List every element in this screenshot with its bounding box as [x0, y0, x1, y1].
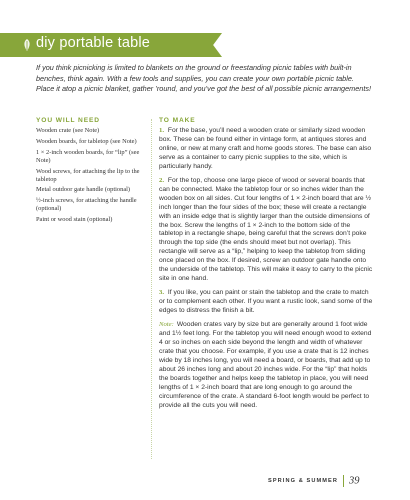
footer-divider	[343, 475, 344, 487]
you-will-need-heading: YOU WILL NEED	[36, 117, 100, 124]
leaf-icon	[22, 38, 32, 52]
column-divider	[151, 119, 152, 459]
footer-section-name: SPRING & SUMMER	[268, 477, 338, 484]
supply-item: Wooden crate (see Note)	[36, 127, 100, 134]
step-text: For the base, you’ll need a wooden crate or similarly sized wooden box. These can be found either in vintage form, at antiques stores and online, or new at many craft and home goods stores. The base can also serve as a container to carry picnic supplies to the site, which is particularly handy.	[159, 127, 372, 170]
page-title: diy portable table	[36, 35, 151, 51]
step-1	[159, 127, 375, 172]
supply-item: Metal outdoor gate handle (optional)	[36, 186, 131, 194]
step-text: For the top, choose one large piece of wood or several boards that can be connected. Make the tabletop four or so inches wider than the wooden box on all sides. Cut four lengths of 1 × 2-inch board that are ½ inch longer than the four sides of the box; these will create a rectangle with an inside edge that is slightly larger than the outside dimensions of the box. Screw the lengths of 1 × 2-inch to the bottom side of the tabletop in a rectangle shape, being careful that the screws don’t poke through the top side (the ends should meet but not overlap). This rectangle will serve as a “lip,” helping to keep the tabletop from sliding once placed on the box. If desired, screw an outdoor gate handle onto the underside of the tabletop. This will make it easy to carry to the picnic site in one hand.	[159, 176, 373, 283]
note-paragraph	[159, 321, 375, 411]
step-number: 3.	[159, 289, 165, 297]
page-number: 39	[348, 475, 360, 487]
step-3	[159, 289, 375, 316]
intro-paragraph: If you think picnicking is limited to blankets on the ground or freestanding picnic tables with built-in benches, think again. With a few tools and supplies, you can create your own portable picnic table. Place it atop a picnic blanket, gather ’round, and you’ve got the best of all possible picnic arrangements!	[36, 63, 372, 94]
supply-item: Wooden boards, for tabletop (see Note)	[36, 137, 137, 145]
to-make-heading: TO MAKE	[159, 117, 196, 124]
supplies-list	[36, 127, 146, 224]
to-make-section	[159, 117, 375, 416]
step-number: 1.	[159, 127, 165, 134]
you-will-need-section	[36, 117, 146, 227]
supply-item: 1 × 2-inch wooden boards, for “lip” (see Note)	[36, 148, 140, 164]
step-text: If you like, you can paint or stain the tabletop and the crate to match or to complement each other. If you want a rustic look, sand some of the edges to distress the finish a bit.	[159, 289, 373, 315]
note-text: Wooden crates vary by size but are generally around 1 foot wide and 1½ feet long. For the tabletop you will need enough wood to extend 4 or so inches on each side beyond the length and width of whatever crate that you choose. For example, if you use a crate that is 12 inches wide by 18 inches long, you will need a board, or boards, that add up to about 26 inches long and about 20 inches wide. For the “lip” that holds the boards together and helps keep the tabletop in place, you will need lengths of 1 × 2-inch board that are long enough to go around the circumference of the crate. A standard 6-foot length would be perfect to provide all the cuts you will need.	[159, 321, 372, 409]
page-footer	[268, 472, 359, 490]
step-number: 2.	[159, 176, 165, 184]
supply-item: Wood screws, for attaching the lip to the tabletop	[36, 167, 140, 183]
note-label: Note:	[159, 321, 174, 329]
supply-item: ½-inch screws, for attaching the handle (optional)	[36, 197, 137, 213]
step-2	[159, 177, 375, 284]
supply-item: Paint or wood stain (optional)	[36, 216, 113, 224]
